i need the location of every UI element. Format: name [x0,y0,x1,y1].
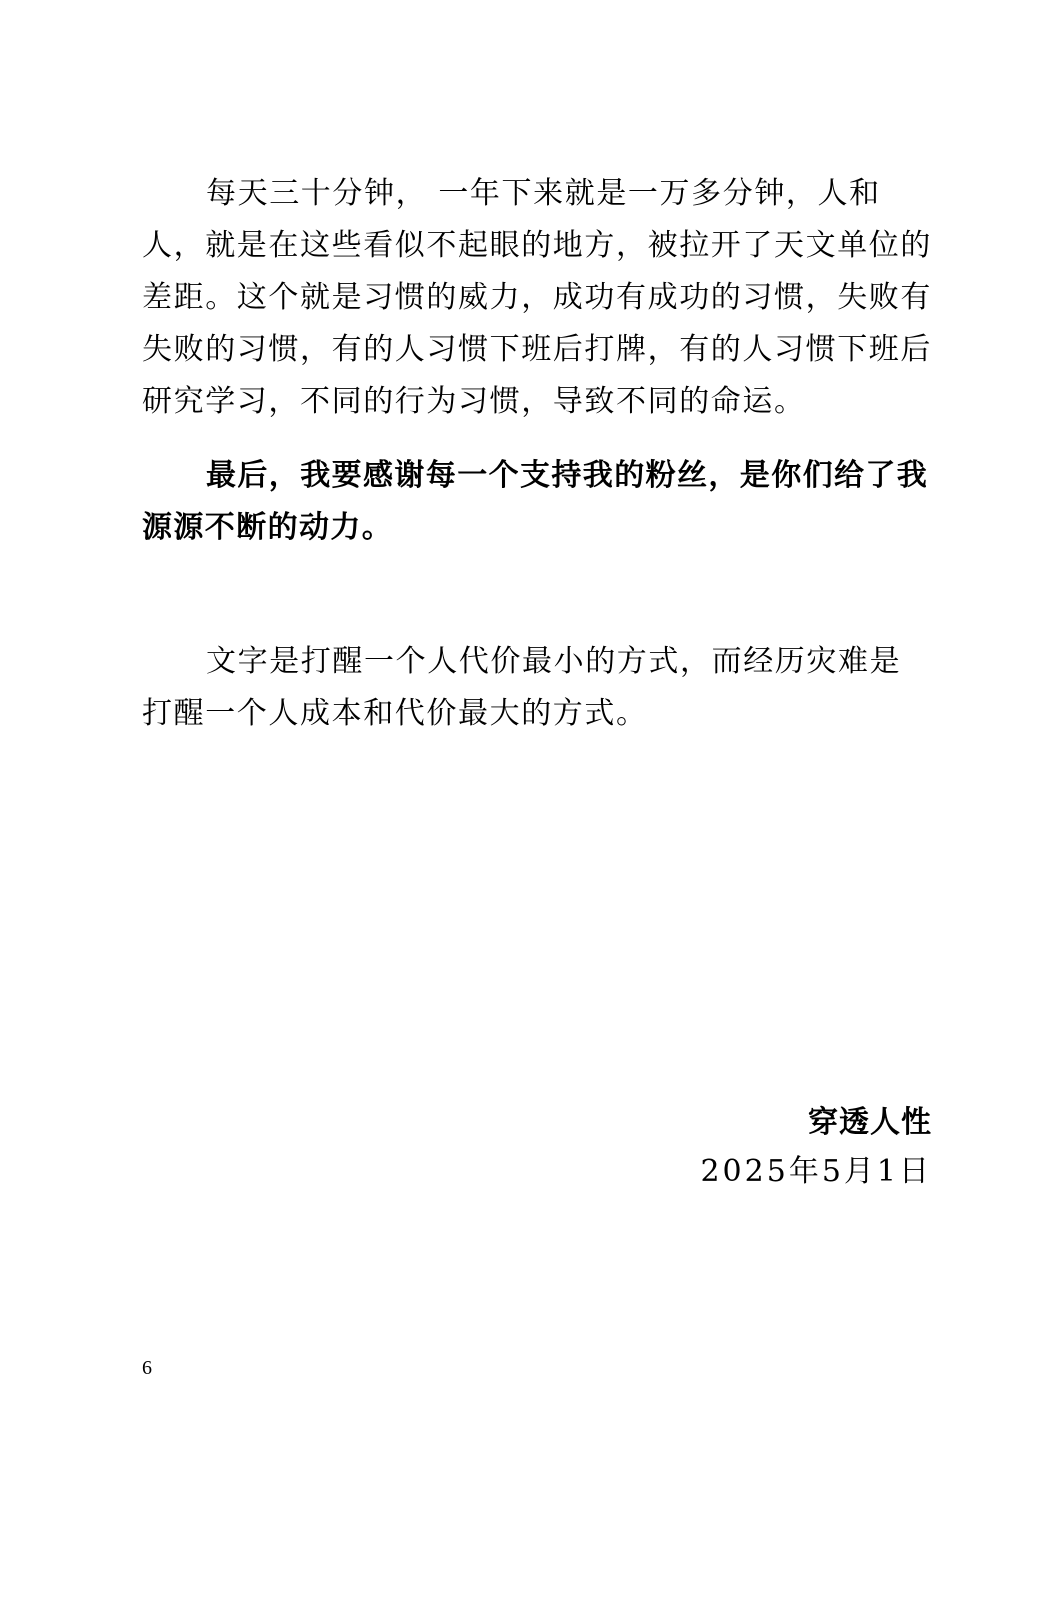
paragraph-habits: 每天三十分钟， 一年下来就是一万多分钟，人和人，就是在这些看似不起眼的地方，被拉开了天文单位的差距。这个就是习惯的威力，成功有成功的习惯，失败有失败的习惯，有的人习惯下班后打牌，有的人习惯下班后研究学习，不同的行为习惯，导致不同的命运。 [142,176,932,419]
paragraph-thanks: 最后，我要感谢每一个支持我的粉丝，是你们给了我源源不断的动力。 [142,458,929,545]
paragraph-words: 文字是打醒一个人代价最小的方式，而经历灾难是打醒一个人成本和代价最大的方式。 [142,644,902,731]
page-number: 6 [142,1357,152,1379]
author-signature: 穿透人性 [808,1105,932,1140]
date-line: 2025年5月1日 [700,1154,932,1189]
